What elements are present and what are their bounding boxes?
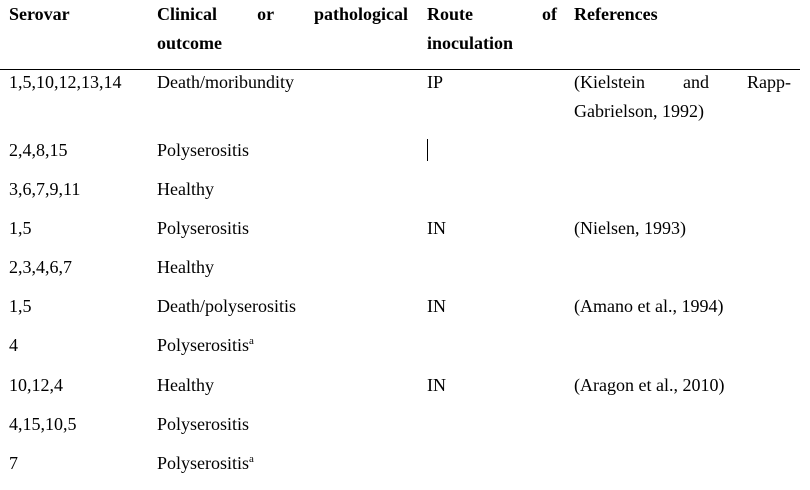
row-5-outcome: Death/polyserositis: [157, 296, 296, 316]
row-2-outcome: Healthy: [157, 179, 214, 199]
row-8-outcome: Polyserositis: [157, 414, 250, 434]
row-6-outcome-text: Polyserositis: [157, 335, 250, 355]
row-0-reference-line2: Gabrielson, 1992): [574, 101, 704, 121]
row-9-footnote-mark: a: [249, 453, 254, 465]
header-route-line2: inoculation: [427, 33, 514, 53]
row-0-outcome: Death/moribundity: [157, 72, 294, 92]
row-3-route: IN: [427, 218, 446, 238]
row-6-footnote-mark: a: [249, 335, 254, 347]
row-3-reference: (Nielsen, 1993): [574, 218, 686, 238]
row-9-outcome-text: Polyserositis: [157, 453, 250, 473]
row-7-serovar: 10,12,4: [9, 375, 63, 395]
row-4-serovar: 2,3,4,6,7: [9, 257, 72, 277]
header-serovar: [9, 0, 129, 64]
row-9-outcome: [157, 449, 254, 478]
header-serovar-label: Serovar: [9, 4, 70, 24]
row-2-serovar: 3,6,7,9,11: [9, 179, 81, 199]
row-3-outcome: Polyserositis: [157, 218, 250, 238]
row-5-reference: (Amano et al., 1994): [574, 296, 724, 316]
header-outcome-line2: outcome: [157, 33, 222, 53]
row-7-outcome: Healthy: [157, 375, 214, 395]
header-route: [427, 0, 557, 64]
row-6-outcome: [157, 331, 254, 360]
row-4-outcome: Healthy: [157, 257, 214, 277]
header-references-label: References: [574, 4, 658, 24]
row-0-reference-line1: (Kielstein and Rapp-: [574, 72, 791, 92]
header-outcome: [157, 0, 408, 64]
row-0-route: IP: [427, 72, 444, 92]
row-3-serovar: 1,5: [9, 218, 32, 238]
row-0-serovar: 1,5,10,12,13,14: [9, 72, 122, 92]
row-0-reference: [574, 68, 791, 126]
text-cursor: [427, 139, 428, 161]
row-5-route: IN: [427, 296, 446, 316]
row-8-serovar: 4,15,10,5: [9, 414, 77, 434]
row-9-serovar: 7: [9, 453, 18, 473]
row-7-reference: (Aragon et al., 2010): [574, 375, 725, 395]
header-references: [574, 0, 791, 64]
row-5-serovar: 1,5: [9, 296, 32, 316]
row-6-serovar: 4: [9, 335, 18, 355]
row-1-outcome: Polyserositis: [157, 140, 250, 160]
row-7-route: IN: [427, 375, 446, 395]
header-outcome-line1: Clinical or pathological: [157, 4, 408, 24]
row-1-serovar: 2,4,8,15: [9, 140, 68, 160]
header-route-line1: Route of: [427, 4, 557, 24]
